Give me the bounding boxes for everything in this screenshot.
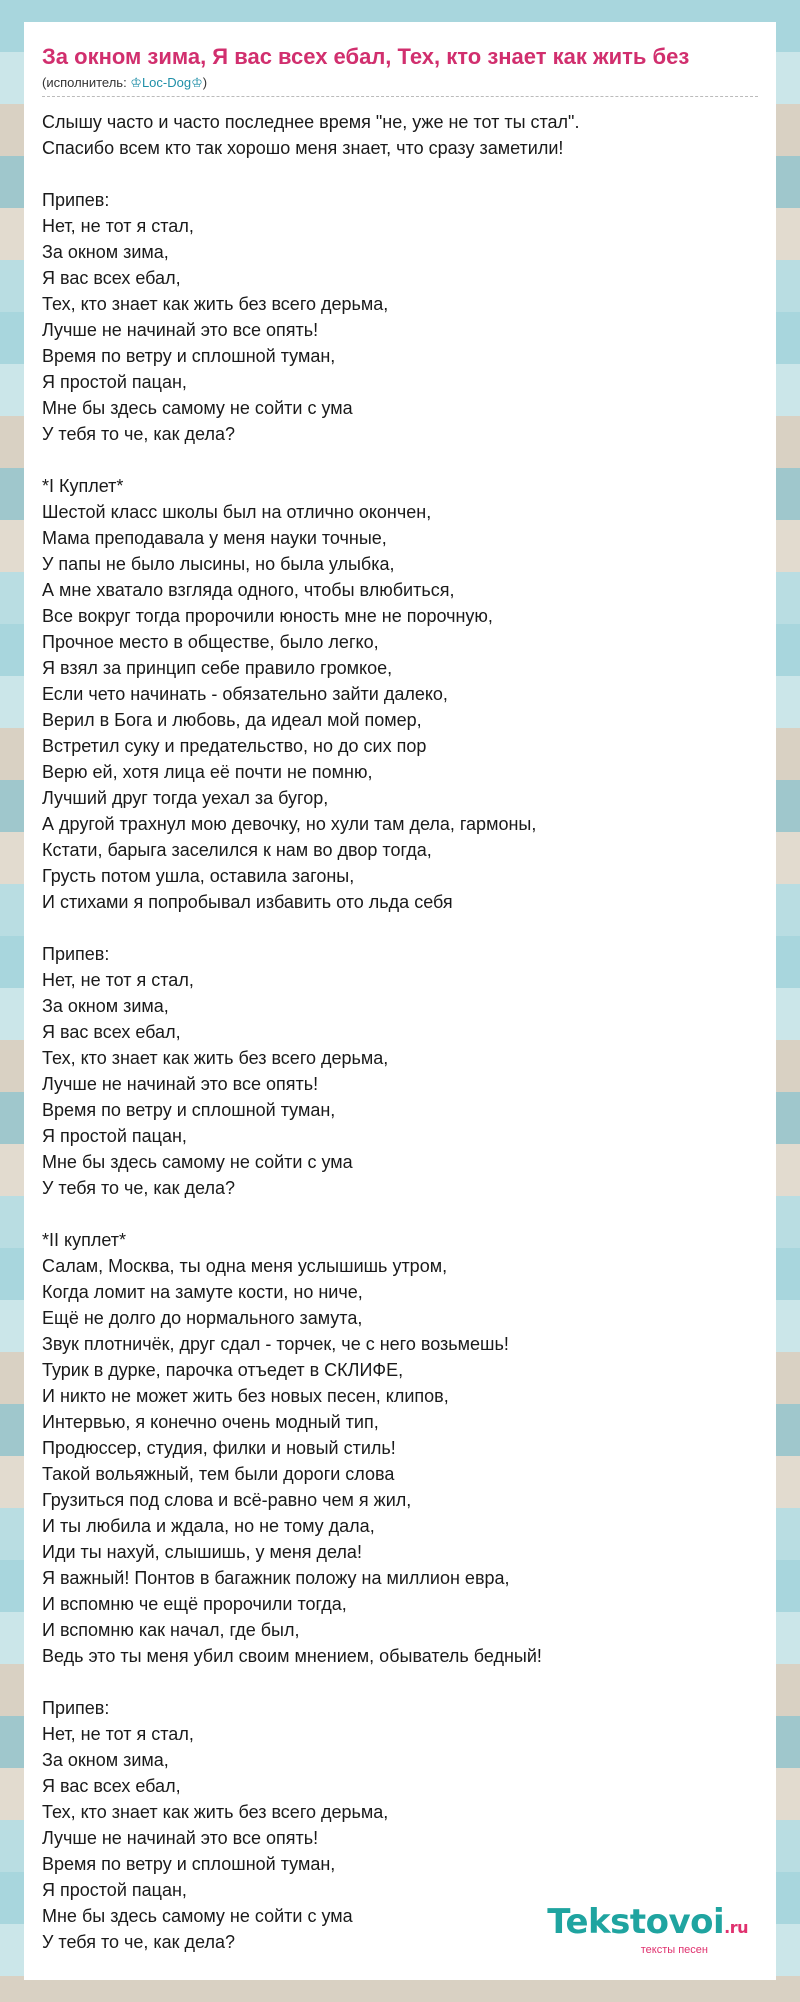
lyric-line: Такой вольяжный, тем были дороги слова [42,1464,395,1484]
lyric-line: Я простой пацан, [42,1126,187,1146]
lyric-line: Нет, не тот я стал, [42,970,194,990]
lyric-line: Прочное место в обществе, было легко, [42,632,379,652]
lyric-line: Время по ветру и сплошной туман, [42,1854,336,1874]
lyric-line: И вспомню как начал, где был, [42,1620,300,1640]
lyric-line: Мне бы здесь самому не сойти с ума [42,398,353,418]
lyric-line: Иди ты нахуй, слышишь, у меня дела! [42,1542,362,1562]
lyric-line: Звук плотничёк, друг сдал - торчек, че с него возьмешь! [42,1334,509,1354]
lyric-line: Все вокруг тогда пророчили юность мне не порочную, [42,606,493,626]
lyric-line: Грусть потом ушла, оставила загоны, [42,866,355,886]
lyric-line: Нет, не тот я стал, [42,1724,194,1744]
lyric-line: Я простой пацан, [42,372,187,392]
lyric-line: Припев: [42,190,110,210]
lyric-line: Тех, кто знает как жить без всего дерьма, [42,1802,389,1822]
lyric-line: Продюссер, студия, филки и новый стиль! [42,1438,396,1458]
logo-tld: .ru [724,1918,748,1937]
lyric-line: Спасибо всем кто так хорошо меня знает, что сразу заметили! [42,138,564,158]
lyric-line: Нет, не тот я стал, [42,216,194,236]
lyric-line: Грузиться под слова и всё-равно чем я жил, [42,1490,412,1510]
lyric-line: Я важный! Понтов в багажник положу на миллион евра, [42,1568,510,1588]
artist-prefix: (исполнитель: [42,75,131,90]
lyric-line: Я вас всех ебал, [42,1022,181,1042]
artist-line [42,74,758,97]
lyric-line: А мне хватало взгляда одного, чтобы влюбиться, [42,580,455,600]
lyric-line [42,915,758,941]
lyric-line: Тех, кто знает как жить без всего дерьма, [42,294,389,314]
lyric-line: Время по ветру и сплошной туман, [42,1100,336,1120]
lyric-line: Время по ветру и сплошной туман, [42,346,336,366]
lyric-line: Кстати, барыга заселился к нам во двор тогда, [42,840,432,860]
lyric-line: Мне бы здесь самому не сойти с ума [42,1906,353,1926]
lyric-line: Лучше не начинай это все опять! [42,320,319,340]
lyric-line: Ведь это ты меня убил своим мнением, обыватель бедный! [42,1646,542,1666]
lyric-line: Я вас всех ебал, [42,1776,181,1796]
lyric-line: За окном зима, [42,996,169,1016]
lyric-line: *I Куплет* [42,476,124,496]
logo-tagline: тексты песен [640,1944,708,1956]
lyric-line: Лучший друг тогда уехал за бугор, [42,788,329,808]
lyric-line: Встретил суку и предательство, но до сих пор [42,736,427,756]
lyric-line: А другой трахнул мою девочку, но хули там дела, гармоны, [42,814,537,834]
lyric-line [42,447,758,473]
lyric-line: Припев: [42,1698,110,1718]
lyric-line: И никто не может жить без новых песен, клипов, [42,1386,449,1406]
lyric-line: Лучше не начинай это все опять! [42,1828,319,1848]
lyric-line: У тебя то че, как дела? [42,1932,235,1952]
lyric-line: Салам, Москва, ты одна меня услышишь утром, [42,1256,448,1276]
lyric-line: *II куплет* [42,1230,126,1250]
lyric-line: Мама преподавала у меня науки точные, [42,528,387,548]
lyric-line: Если чето начинать - обязательно зайти далеко, [42,684,448,704]
lyric-line: За окном зима, [42,242,169,262]
lyric-line: Турик в дурке, парочка отъедет в СКЛИФЕ, [42,1360,404,1380]
lyrics-body [42,109,758,1955]
lyric-line: Я вас всех ебал, [42,268,181,288]
lyric-line [42,1669,758,1695]
lyric-line: Я взял за принцип себе правило громкое, [42,658,393,678]
lyric-line: Я простой пацан, [42,1880,187,1900]
lyric-line: У тебя то че, как дела? [42,1178,235,1198]
lyric-line: Слышу часто и часто последнее время "не, уже не тот ты стал". [42,112,580,132]
lyric-line: Припев: [42,944,110,964]
lyrics-card [24,22,776,1980]
song-title: За окном зима, Я вас всех ебал, Тех, кто знает как жить без [42,44,690,69]
lyric-line: У папы не было лысины, но была улыбка, [42,554,395,574]
lyric-line: Тех, кто знает как жить без всего дерьма, [42,1048,389,1068]
lyric-line: Интервью, я конечно очень модный тип, [42,1412,379,1432]
lyric-line [42,1201,758,1227]
lyric-line: Мне бы здесь самому не сойти с ума [42,1152,353,1172]
lyric-line: Когда ломит на замуте кости, но ниче, [42,1282,363,1302]
lyric-line: Лучше не начинай это все опять! [42,1074,319,1094]
lyric-line: У тебя то че, как дела? [42,424,235,444]
lyric-line: Верю ей, хотя лица её почти не помню, [42,762,373,782]
lyric-line: Ещё не долго до нормального замута, [42,1308,363,1328]
lyric-line: И вспомню че ещё пророчили тогда, [42,1594,347,1614]
lyric-line: Верил в Бога и любовь, да идеал мой помер, [42,710,422,730]
lyric-line: И стихами я попробывал избавить ото льда себя [42,892,453,912]
artist-suffix: ) [202,75,208,90]
site-logo[interactable] [547,1904,748,1956]
lyric-line: За окном зима, [42,1750,169,1770]
artist-link[interactable]: ♔Loc-Dog♔ [130,75,203,90]
lyric-line: Шестой класс школы был на отлично окончен, [42,502,432,522]
lyric-line: И ты любила и ждала, но не тому дала, [42,1516,375,1536]
lyric-line [42,161,758,187]
logo-name: Tekstovoi [547,1902,725,1942]
